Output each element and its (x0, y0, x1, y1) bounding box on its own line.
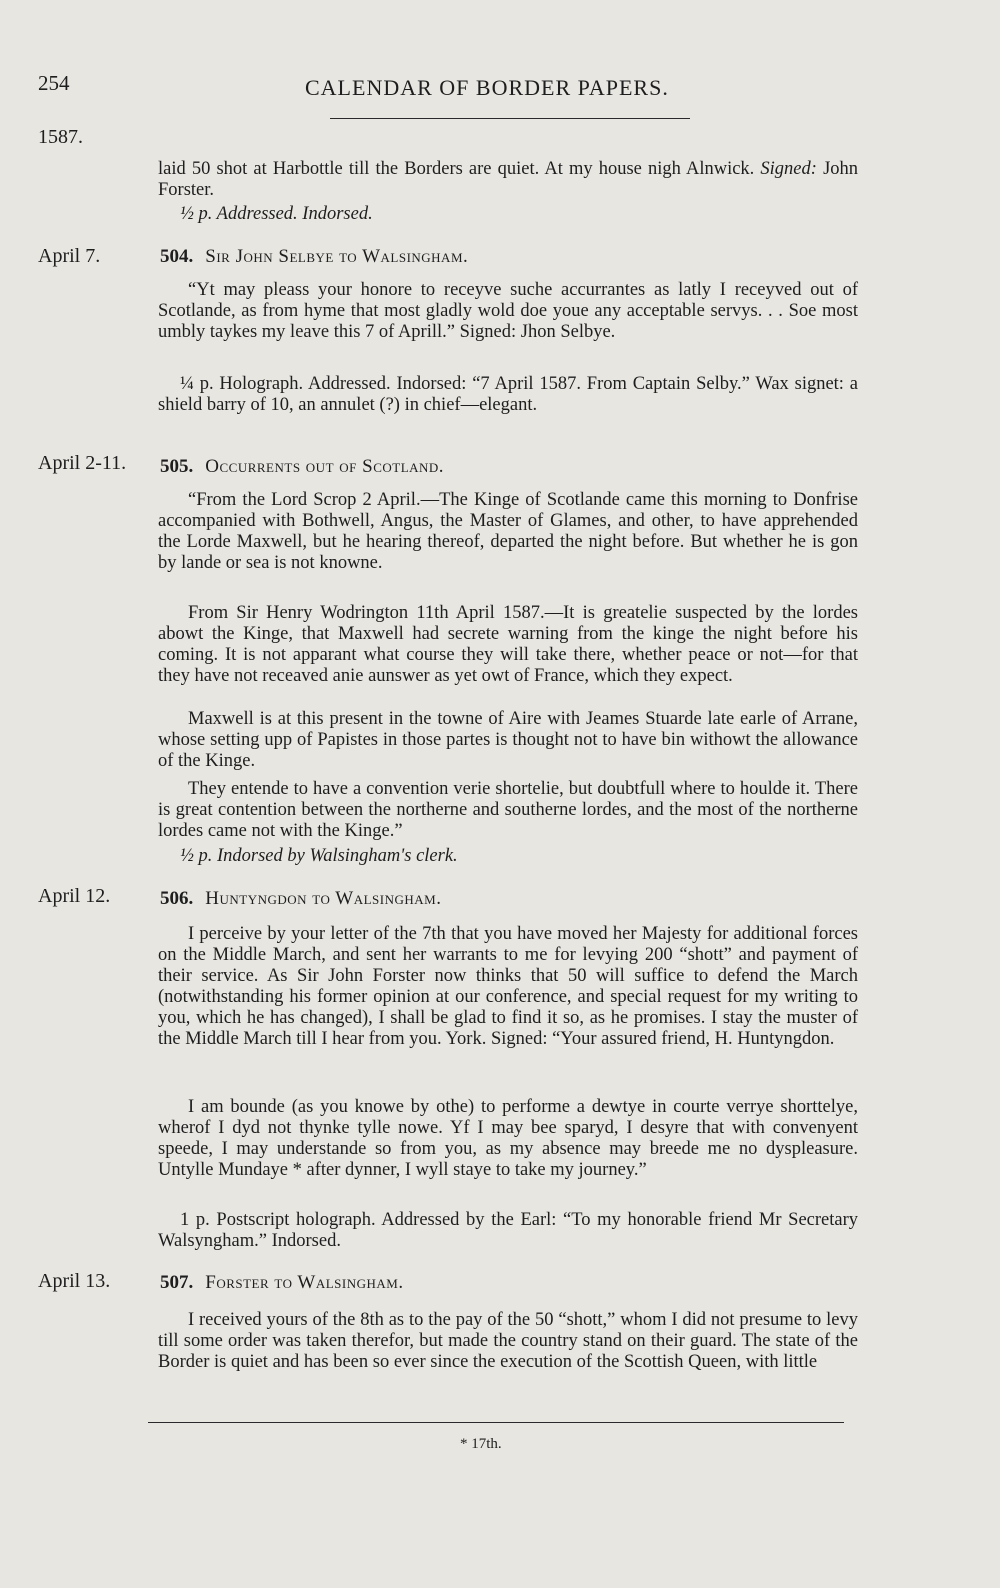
entry-number: 506. (160, 888, 194, 909)
entry-paragraph: I perceive by your letter of the 7th that you have moved her Majesty for additional forces on the Middle March, and sent her warrants to me for levying 200 “shott” and payment of their service. As Sir John Forster now thinks that 50 will suffice to defend the March (notwithstanding his former opinion at our conference, and special request for my writing to you, which he has changed), I shall be glad to find it so, as he promises. I stay the muster of the Middle March till I hear from you. York. Signed: “Your assured friend, H. Huntyngdon. (158, 924, 858, 1049)
entry-note: 1 p. Postscript holograph. Addressed by the Earl: “To my honorable friend Mr Secretary Walsyngham.” Indorsed. (158, 1210, 858, 1251)
year-marker: 1587. (38, 126, 83, 148)
entry-title: Huntyngdon to Walsingham. (205, 888, 442, 909)
entry-paragraph: “Yt may pleass your honore to receyve suche accurrantes as latly I receyved out of Scotlande, as from hyme that most gladly wold doe youe any acceptable servys. . . Soe most umbly taykes my leave this 7 of Aprill.” Signed: Jhon Selbye. (158, 280, 858, 342)
entry-date: April 7. (38, 245, 101, 267)
signed-label: Signed: (760, 159, 817, 179)
entry-paragraph: From Sir Henry Wodrington 11th April 1587.—It is greatelie suspected by the lordes abowt the Kinge, that Maxwell had secrete warning from the kinge the night before his coming. It is not apparant what course they will take there, whether peace or not—for that they have not receaved anie aunswer as yet owt of France, which they expect. (158, 603, 858, 686)
entry-paragraph: They entende to have a convention verie shortelie, but doubtfull where to houlde it. There is great contention between the northerne and southerne lordes, and the most of the northerne lordes came not with the Kinge.” (158, 779, 858, 841)
entry-title: Occurrents out of Scotland. (205, 456, 445, 477)
entry-paragraph: I received yours of the 8th as to the pay of the 50 “shott,” whom I did not presume to levy till some order was taken therefor, but made the country stand on their guard. The state of the Border is quiet and has been so ever since the execution of the Scottish Queen, with little (158, 1310, 858, 1372)
entry-heading (160, 888, 441, 910)
continuation-text: laid 50 shot at Harbottle till the Borders are quiet. At my house nigh Alnwick. (158, 159, 755, 179)
entry-number: 505. (160, 456, 194, 477)
entry-note: ¼ p. Holograph. Addressed. Indorsed: “7 April 1587. From Captain Selby.” Wax signet: a shield barry of 10, an annulet (?) in chief—elegant. (158, 374, 858, 415)
entry-title: Sir John Selbye to Walsingham. (205, 246, 469, 267)
page-number: 254 (38, 71, 70, 95)
entry-heading (160, 246, 468, 268)
entry-heading (160, 1272, 404, 1294)
entry-number: 507. (160, 1272, 194, 1293)
continuation-paragraph (158, 159, 858, 201)
running-title: CALENDAR OF BORDER PAPERS. (305, 75, 669, 100)
entry-date: April 2-11. (38, 452, 127, 474)
entry-number: 504. (160, 246, 194, 267)
entry-note: ½ p. Indorsed by Walsingham's clerk. (180, 846, 458, 866)
entry-heading (160, 456, 444, 478)
entry-paragraph: I am bounde (as you knowe by othe) to performe a dewtye in courte verrye shorttelye, wherof I dyd not thynke tylle nowe. Yf I may bee sparyd, I desyre that with convenyent speede, I may understande so from you, as my absence may breede me no dyspleasure. Untylle Mundaye * after dynner, I wyll staye to take my journey.” (158, 1097, 858, 1180)
signed-name: John Forster. (158, 159, 859, 200)
entry-paragraph: Maxwell is at this present in the towne of Aire with Jeames Stuarde late earle of Arrane, whose setting upp of Papistes in those partes is thought not to have bin withowt the allowance of the Kinge. (158, 709, 858, 771)
continuation-note: ½ p. Addressed. Indorsed. (180, 204, 373, 224)
entry-title: Forster to Walsingham. (205, 1272, 404, 1293)
header-rule (330, 118, 690, 119)
entry-date: April 12. (38, 885, 111, 907)
footnote: * 17th. (460, 1436, 502, 1452)
footnote-rule (148, 1422, 844, 1423)
entry-date: April 13. (38, 1270, 111, 1292)
entry-paragraph: “From the Lord Scrop 2 April.—The Kinge of Scotlande came this morning to Donfrise accompanied with Bothwell, Angus, the Master of Glames, and other, to have apprehended the Lorde Maxwell, but he hearing thereof, departed the night before. But whether he is gon by lande or sea is not knowne. (158, 490, 858, 573)
